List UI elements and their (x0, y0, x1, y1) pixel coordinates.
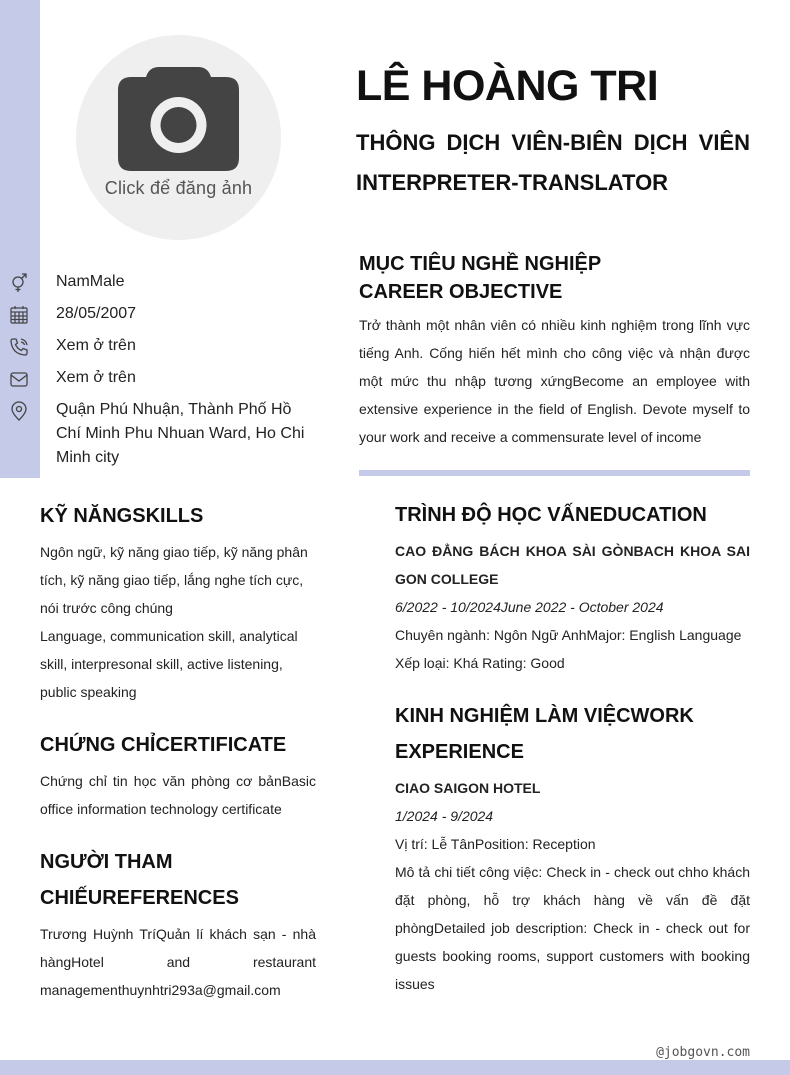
camera-icon (116, 65, 241, 175)
certificate-heading: CHỨNG CHỈCERTIFICATE (40, 734, 287, 756)
skills-section (40, 498, 316, 706)
education-major: Chuyên ngành: Ngôn Ngữ AnhMajor: English Language (395, 627, 742, 643)
email-icon (9, 369, 29, 389)
certificate-text: Chứng chỉ tin học văn phòng cơ bảnBasic office information technology certificate (40, 773, 316, 817)
objective-heading-en: CAREER OBJECTIVE (359, 281, 563, 303)
contact-address: Quận Phú Nhuận, Thành Phố Hồ Chí Minh Phu Nhuan Ward, Ho Chi Minh city (56, 401, 305, 466)
skills-vi: Ngôn ngữ, kỹ năng giao tiếp, kỹ năng phân tích, kỹ năng giao tiếp, lắng nghe tích cực, nói trước công chúng (40, 544, 308, 616)
contact-phone: Xem ở trên (56, 337, 136, 354)
calendar-icon (9, 305, 29, 325)
education-heading: TRÌNH ĐỘ HỌC VẤNEDUCATION (395, 504, 707, 526)
contact-birthdate: 28/05/2007 (56, 305, 137, 322)
footer-accent-strip (0, 1060, 790, 1075)
photo-upload-caption: Click để đăng ảnh (104, 178, 253, 198)
experience-heading: KINH NGHIỆM LÀM VIỆCWORK EXPERIENCE (395, 705, 694, 763)
photo-upload[interactable] (76, 35, 281, 240)
contact-gender: NamMale (56, 273, 125, 290)
contact-email: Xem ở trên (56, 369, 136, 386)
experience-description: Mô tả chi tiết công việc: Check in - check out chho khách đặt phòng, hỗ trợ khách hàng về vấn đề đặt phòngDetailed job description: Check in - check out for guests booking rooms, support customers with booking issues (395, 864, 750, 992)
skills-en: Language, communication skill, analytical skill, interpresonal skill, active listening, public speaking (40, 628, 298, 700)
job-title-en: INTERPRETER-TRANSLATOR (356, 170, 669, 195)
references-section (40, 844, 316, 1004)
objective-heading-vi: MỤC TIÊU NGHỀ NGHIỆP (359, 253, 602, 275)
watermark-text: @jobgovn.com (656, 1045, 750, 1060)
objective-text: Trở thành một nhân viên có nhiều kinh nghiệm trong lĩnh vực tiếng Anh. Cống hiến hết mình cho công việc và nhận được một mức thu nhập tương xứngBecome an employee with extensive experience in the field of English. Devote myself to your work and receive a commensurate level of income (359, 317, 750, 445)
references-heading: NGƯỜI THAM CHIẾUREFERENCES (40, 851, 239, 909)
education-school: CAO ĐẲNG BÁCH KHOA SÀI GÒNBACH KHOA SAI GON COLLEGE (395, 543, 750, 587)
candidate-name: LÊ HOÀNG TRI (356, 62, 659, 110)
location-icon (9, 401, 29, 421)
gender-icon (9, 273, 29, 293)
references-text: Trương Huỳnh TríQuản lí khách sạn - nhà hàngHotel and restaurant managementhuynhtri293a@gmail.com (40, 926, 316, 998)
job-title-vi: THÔNG DỊCH VIÊN-BIÊN DỊCH VIÊN (356, 130, 750, 155)
skills-heading: KỸ NĂNGSKILLS (40, 505, 204, 527)
experience-company: CIAO SAIGON HOTEL (395, 780, 541, 796)
experience-section (395, 698, 750, 998)
experience-position: Vị trí: Lễ TânPosition: Reception (395, 836, 596, 852)
education-period: 6/2022 - 10/2024June 2022 - October 2024 (395, 599, 664, 615)
objective-heading (359, 250, 601, 306)
objective-divider (359, 470, 750, 476)
education-section (395, 497, 750, 677)
certificate-section (40, 727, 316, 823)
phone-icon (9, 337, 29, 357)
experience-period: 1/2024 - 9/2024 (395, 808, 494, 824)
education-rating: Xếp loại: Khá Rating: Good (395, 655, 565, 671)
